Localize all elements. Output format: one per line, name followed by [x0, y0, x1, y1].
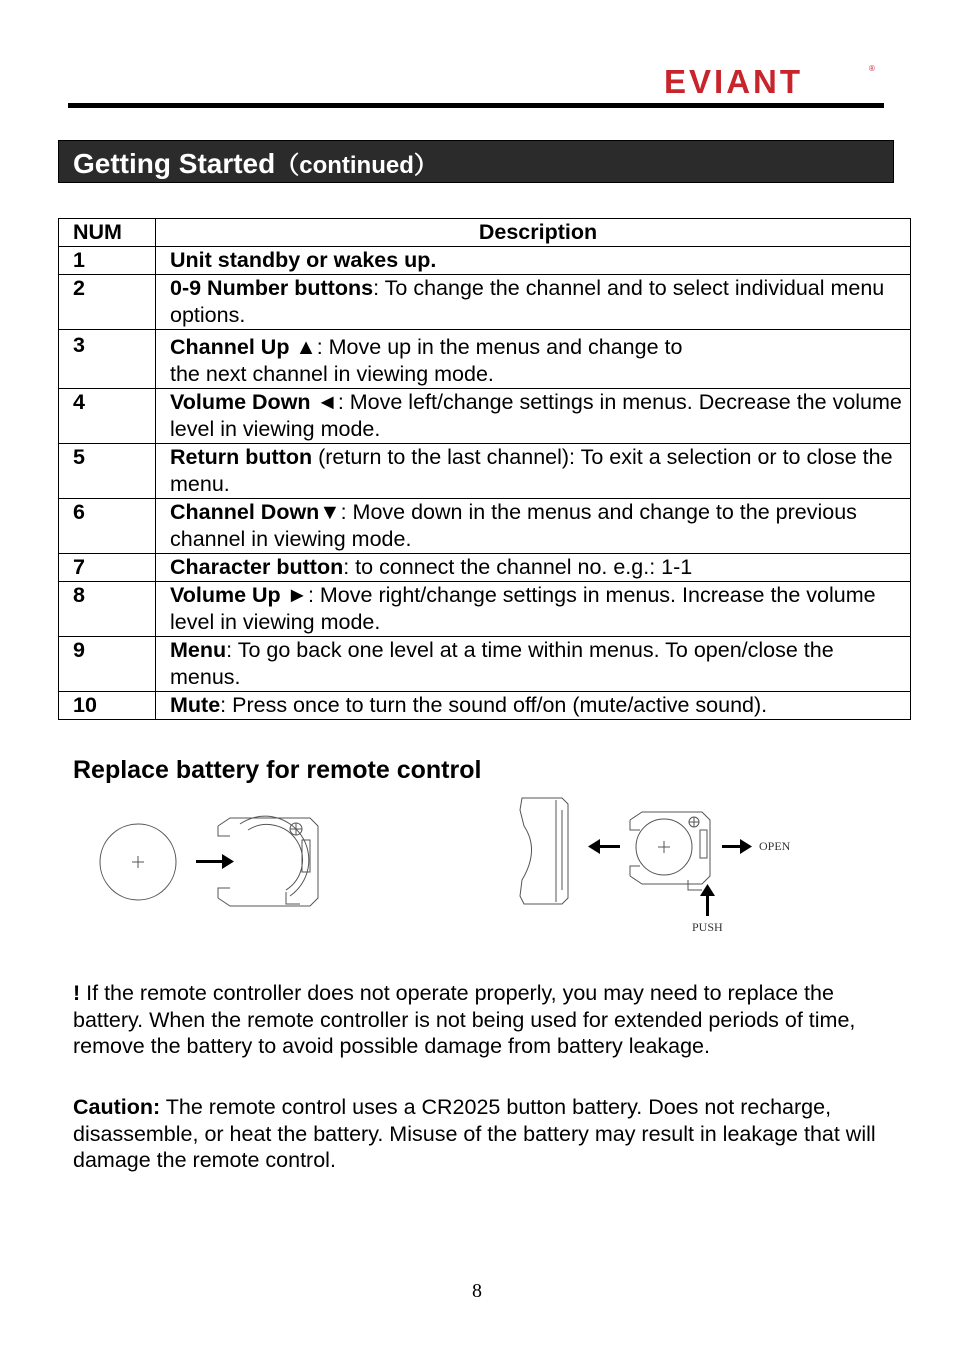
row-num: 7	[59, 554, 156, 582]
open-arrow-icon	[722, 839, 752, 854]
warning-text: If the remote controller does not operate properly, you may need to replace the battery. When the remote controller is not being used for extended periods of time, remove the battery to avoid possible damage from battery leakage.	[73, 981, 856, 1058]
table-row	[59, 499, 911, 554]
row-text: : Move up in the menus and change to	[316, 335, 683, 359]
row-label: Mute	[170, 693, 221, 717]
eviant-logo	[664, 62, 879, 96]
description-header: Description	[156, 219, 911, 247]
section-title-sub: （continued）	[275, 152, 438, 179]
row-num: 2	[59, 275, 156, 330]
row-label: Return button	[170, 445, 313, 469]
row-num: 10	[59, 692, 156, 720]
row-text: (return to the last channel): To exit a selection or to close the menu.	[170, 445, 893, 496]
section-header	[58, 140, 894, 183]
caution-label: Caution:	[73, 1095, 161, 1119]
row-num: 3	[59, 330, 156, 389]
row-num: 5	[59, 444, 156, 499]
section-title-main: Getting Started	[73, 148, 276, 179]
table-row	[59, 637, 911, 692]
row-text-line2: the next channel in viewing mode.	[170, 362, 494, 386]
row-num: 8	[59, 582, 156, 637]
caution-paragraph	[73, 1094, 903, 1174]
warning-paragraph	[73, 980, 903, 1060]
caution-text: The remote control uses a CR2025 button battery. Does not recharge, disassemble, or heat the battery. Misuse of the battery may result in leakage that will damage the remote control.	[73, 1095, 876, 1172]
row-num: 1	[59, 247, 156, 275]
row-num: 6	[59, 499, 156, 554]
battery-heading: Replace battery for remote control	[73, 756, 482, 784]
row-label: Character button	[170, 555, 344, 579]
table-row	[59, 389, 911, 444]
table-row	[59, 444, 911, 499]
row-label: Menu	[170, 638, 227, 662]
section-title	[73, 145, 438, 180]
row-text: : Move down in the menus and change to the previous channel in viewing mode.	[170, 500, 857, 551]
left-arrow-icon	[588, 839, 620, 854]
table-row	[59, 247, 911, 275]
row-num: 9	[59, 637, 156, 692]
insert-arrow-icon	[196, 854, 234, 869]
push-arrow-icon	[700, 884, 715, 916]
row-description	[156, 554, 911, 582]
row-text: : To change the channel and to select individual menu options.	[170, 276, 885, 327]
row-text: : to connect the channel no. e.g.: 1-1	[343, 555, 693, 579]
row-description	[156, 275, 911, 330]
row-label: Unit standby or wakes up.	[170, 248, 437, 272]
table-row	[59, 582, 911, 637]
row-description	[156, 389, 911, 444]
table-row	[59, 275, 911, 330]
page-number: 8	[472, 1280, 482, 1302]
row-label: 0-9 Number buttons	[170, 276, 374, 300]
row-description	[156, 692, 911, 720]
row-text: : Move right/change settings in menus. Increase the volume level in viewing mode.	[170, 583, 876, 634]
logo-text: EVIANT	[664, 63, 804, 96]
header-rule	[68, 103, 884, 108]
battery-diagram	[90, 790, 850, 940]
row-num: 4	[59, 389, 156, 444]
row-description	[156, 247, 911, 275]
row-description	[156, 330, 911, 389]
row-label: Channel Down▼	[170, 500, 341, 524]
table-row	[59, 554, 911, 582]
row-description	[156, 582, 911, 637]
table-header-row	[59, 219, 911, 247]
remote-buttons-table	[58, 218, 911, 720]
row-label: Channel Up ▲	[170, 335, 317, 359]
row-text: : Press once to turn the sound off/on (mute/active sound).	[220, 693, 768, 717]
table-row	[59, 692, 911, 720]
row-text: : To go back one level at a time within menus. To open/close the menus.	[170, 638, 834, 689]
row-description	[156, 499, 911, 554]
row-text: : Move left/change settings in menus. Decrease the volume level in viewing mode.	[170, 390, 902, 441]
table-row	[59, 330, 911, 389]
row-label: Volume Down ◄	[170, 390, 338, 414]
row-description	[156, 444, 911, 499]
logo-registered-mark: ®	[869, 64, 875, 73]
push-label: PUSH	[692, 920, 723, 934]
row-description	[156, 637, 911, 692]
open-label: OPEN	[759, 839, 791, 853]
row-label: Volume Up ►	[170, 583, 308, 607]
battery-tray-open-icon	[630, 812, 710, 890]
warning-mark: !	[73, 981, 81, 1005]
remote-body-icon	[520, 798, 568, 904]
num-header: NUM	[59, 219, 156, 247]
